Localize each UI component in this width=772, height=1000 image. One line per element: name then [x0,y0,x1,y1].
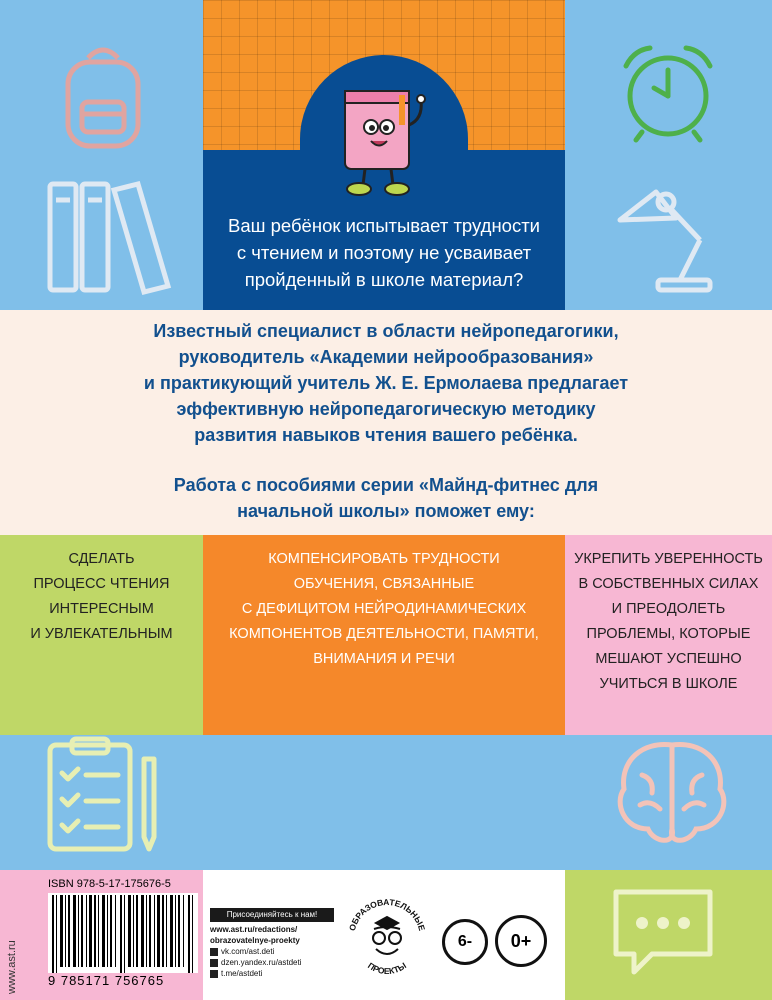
link-telegram-text: t.me/astdeti [221,969,263,978]
benefit-line: УКРЕПИТЬ УВЕРЕННОСТЬ [574,551,763,567]
benefit-line: В СОБСТВЕННЫХ СИЛАХ [578,576,759,592]
vk-icon [210,948,218,956]
benefit-column-3 [565,535,772,735]
barcode [48,893,198,973]
checklist-clipboard-icon [40,735,170,853]
backpack-icon [58,40,148,150]
seal-top-text: ОБРАЗОВАТЕЛЬНЫЕ [346,896,428,932]
dzen-icon [210,959,218,967]
benefit-line: И УВЛЕКАТЕЛЬНЫМ [30,626,173,642]
isbn-label: ISBN 978-5-17-175676-5 [48,878,171,890]
benefit-column-2 [203,535,565,735]
benefit-line: ПРОЦЕСС ЧТЕНИЯ [33,576,170,592]
intro-line: развития навыков чтения вашего ребёнка. [194,425,578,445]
desk-lamp-icon [600,180,730,298]
question-line: пройденный в школе материал? [244,269,524,290]
books-icon [44,178,174,296]
intro-text [60,318,712,448]
benefit-line: КОМПЕНСИРОВАТЬ ТРУДНОСТИ [268,551,500,567]
question-line: с чтением и поэтому не усваивает [236,242,532,263]
social-links [210,924,345,979]
intro-line: эффективную нейропедагогическую методику [176,399,596,419]
intro-line: Известный специалист в области нейропедагогики, [153,321,619,341]
link-ast-line2: obrazovatelnye-proekty [210,936,300,945]
link-dzen[interactable] [210,957,345,968]
barcode-number: 9 785171 756765 [48,973,165,988]
intro-line: и практикующий учитель Ж. Е. Ермолаева предлагает [143,373,629,393]
age-rating-0: 0+ [495,915,547,967]
benefit-line: С ДЕФИЦИТОМ НЕЙРОДИНАМИЧЕСКИХ [241,601,527,617]
website-label[interactable]: www.ast.ru [6,940,18,994]
question-line: Ваш ребёнок испытывает трудности [227,215,541,236]
benefit-line: СДЕЛАТЬ [68,551,135,567]
benefit-line: ВНИМАНИЯ И РЕЧИ [313,651,455,667]
series-line: начальной школы» поможет ему: [237,501,535,521]
link-ast-2[interactable] [210,935,345,946]
benefit-line: УЧИТЬСЯ В ШКОЛЕ [599,676,738,692]
age-rating-6: 6- [442,919,488,965]
seal-bottom-text: ПРОЕКТЫ [365,960,409,977]
telegram-icon [210,970,218,978]
benefit-line: КОМПОНЕНТОВ ДЕЯТЕЛЬНОСТИ, ПАМЯТИ, [229,626,539,642]
question-text [203,212,565,293]
link-dzen-text: dzen.yandex.ru/astdeti [221,958,302,967]
link-vk[interactable] [210,946,345,957]
series-line: Работа с пособиями серии «Майнд-фитнес для [173,475,599,495]
link-vk-text: vk.com/ast.deti [221,947,275,956]
link-ast[interactable] [210,924,345,935]
benefit-line: ИНТЕРЕСНЫМ [49,601,154,617]
intro-line: руководитель «Академии нейрообразования» [178,347,594,367]
benefit-line: ОБУЧЕНИЯ, СВЯЗАННЫЕ [293,576,475,592]
benefit-line: МЕШАЮТ УСПЕШНО [595,651,742,667]
publisher-seal-icon [346,883,428,989]
benefit-column-1 [0,535,203,735]
benefit-line: ПРОБЛЕМЫ, КОТОРЫЕ [586,626,751,642]
benefit-line: И ПРЕОДОЛЕТЬ [611,601,726,617]
join-us-label: Присоединяйтесь к нам! [210,908,334,922]
alarm-clock-icon [616,40,720,144]
book-mascot-icon [335,85,435,200]
link-ast-line1: www.ast.ru/redactions/ [210,925,298,934]
link-telegram[interactable] [210,968,345,979]
series-text [60,472,712,524]
chat-bubble-icon [608,884,718,984]
brain-icon [612,735,732,853]
